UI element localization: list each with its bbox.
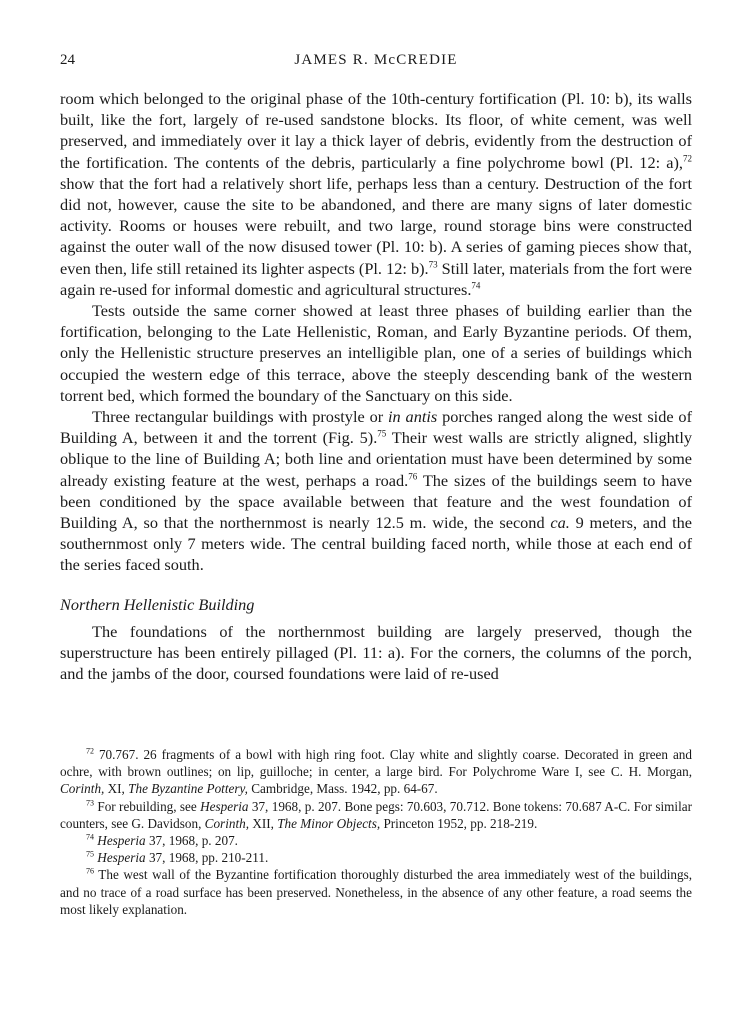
footnote-74 [60,832,692,849]
italic-text: The Byzantine Pottery, [128,781,248,797]
paragraph-4: The foundations of the northernmost building are largely preserved, though the superstructure has been entirely pillaged (Pl. 11: a). For the corners, the columns of the porch, and the jambs of the door, coursed foundations were laid of re-used [60,621,692,684]
text-run: Cambridge, Mass. 1942, pp. 64-67. [247,781,438,797]
italic-text: The Minor Objects, [277,815,381,831]
paragraph-2: Tests outside the same corner showed at least three phases of building earlier than the fortification, belonging to the Late Hellenistic, Roman, and Early Byzantine periods. Of them, only the Hellenistic structure preserves an intelligible plan, one of a series of buildings which occupied the western edge of this terrace, above the steeply descending bank of the western torrent bed, which formed the boundary of the Sanctuary on this side. [60,301,692,405]
text-run: room which belonged to the original phase of the 10th-century fortification (Pl. 10: b), its walls built, like the fort, largely of re-used sandstone blocks. Its floor, of white cement, was well preserved, and immediately over it lay a thick layer of debris, evidently from the destruction of the fortification. The contents of the debris, particularly a fine polychrome bowl (Pl. 12: a), [60,89,692,172]
paragraph-1 [60,88,692,300]
text-run: Their west walls are strictly aligned, slightly oblique to the line of Building A; both line and orientation must have been determined by some already existing feature at the west, perhaps a road. [60,428,692,490]
footnote-75 [60,849,692,866]
footnote-ref-73[interactable]: 73 [428,259,438,270]
footnote-ref-72[interactable]: 72 [683,153,692,164]
italic-text: in antis [388,407,438,427]
footnote-73 [60,798,692,832]
running-head: JAMES R. McCREDIE [294,52,458,68]
italic-text: Hesperia [97,833,146,849]
text-run: 37, 1968, p. 207. [145,833,238,849]
page-number: 24 [60,52,75,68]
footnote-76 [60,866,692,918]
text-run: For rebuilding, see [94,798,201,814]
footnote-72 [60,746,692,798]
italic-text: Corinth, [60,781,105,797]
footnotes [60,746,692,918]
footnote-number: 75 [86,849,94,859]
italic-text: Corinth, [204,815,250,831]
text-run: XI, [104,781,129,797]
text-run: The west wall of the Byzantine fortification thoroughly disturbed the area immediately west of the buildings, and no trace of a road surface has been preserved. Nonetheless, in the absence of any other feature, a road seems the most likely explanation. [60,867,692,917]
text-run: 70.767. 26 fragments of a bowl with high ring foot. Clay white and slightly coarse. Decorated in green and ochre, with brown outlines; on lip, guilloche; in center, a large bird. For Polychrome Ware I, see C. H. Morgan, [60,747,692,780]
text-run: 9 meters, and the southernmost only 7 meters wide. The central building faced north, while those at each end of the series faced south. [60,513,692,575]
italic-text: Hesperia [97,850,146,866]
text-run: porches ranged along the west side of Building A, between it and the torrent (Fig. 5). [60,407,692,448]
footnote-number: 72 [86,746,94,756]
text-run: Still later, materials from the fort were again re-used for informal domestic and agricultural structures. [60,258,692,299]
footnote-number: 74 [86,832,94,842]
footnote-ref-74[interactable]: 74 [471,280,481,291]
footnote-number: 73 [86,798,94,808]
italic-text: ca. [550,513,570,533]
text-run: XII, [249,815,278,831]
body-text [60,88,692,684]
footnote-ref-76[interactable]: 76 [408,471,418,482]
page-header [60,52,692,74]
text-run: 37, 1968, p. 207. Bone pegs: 70.603, 70.712. Bone tokens: 70.687 A-C. For similar counters, see G. Davidson, [60,798,692,831]
text-run: 37, 1968, pp. 210-211. [145,850,269,866]
section-heading: Northern Hellenistic Building [60,594,255,614]
text-run: Three rectangular buildings with prostyle or [92,407,389,427]
text-run: Princeton 1952, pp. 218-219. [380,815,538,831]
footnote-ref-75[interactable]: 75 [377,428,387,439]
italic-text: Hesperia [200,798,249,814]
footnote-number: 76 [86,867,94,877]
paragraph-3 [60,406,692,576]
text-run: show that the fort had a relatively short life, perhaps less than a century. Destruction of the fort did not, however, cause the site to be abandoned, and there are many signs of later domestic activity. Rooms or houses were rebuilt, and two large, round storage bins were constructed against the outer wall of the now disused tower (Pl. 10: b). A series of gaming pieces show that, even then, life still retained its lighter aspects (Pl. 12: b). [60,173,692,278]
text-run: The sizes of the buildings seem to have been conditioned by the space available between that feature and the west foundation of Building A, so that the northernmost is nearly 12.5 m. wide, the second [60,470,692,533]
